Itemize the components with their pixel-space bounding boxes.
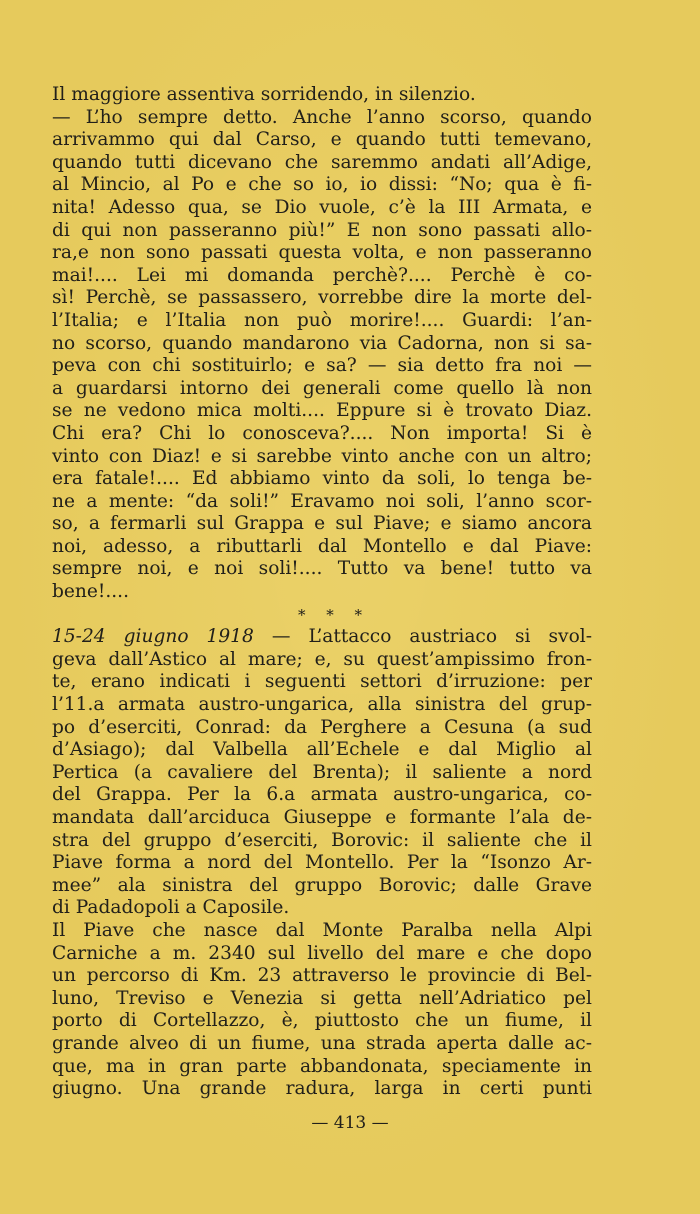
text-line: bene!....	[52, 581, 129, 603]
text-line: al Mincio, al Po e che so io, io dissi: “No; qua è fi-	[52, 174, 592, 196]
text-line: era fatale!.... Ed abbiamo vinto da soli, lo tenga be-	[52, 468, 592, 490]
text-line: peva con chi sostituirlo; e sa? — sia detto fra noi —	[52, 355, 592, 377]
entry-date: 15-24 giugno 1918	[52, 626, 254, 648]
text-line: te, erano indicati i seguenti settori d’irruzione: per	[52, 671, 592, 693]
text-line: se ne vedono mica molti.... Eppure si è trovato Diaz.	[52, 400, 592, 422]
text-line: so, a fermarli sul Grappa e sul Piave; e siamo ancora	[52, 513, 592, 535]
text-line: Il maggiore assentiva sorridendo, in silenzio.	[52, 84, 476, 105]
text-line: mandata dall’arciduca Giuseppe e formante l’ala de-	[52, 807, 592, 828]
text-line: ra,e non sono passati questa volta, e non passeranno	[52, 242, 592, 264]
text-line: del Grappa. Per la 6.a armata austro-ungarica, co-	[52, 784, 592, 806]
text-line: un percorso di Km. 23 attraverso le provincie di Bel-	[52, 965, 592, 987]
entry-first-line-text: — L’attacco austriaco si svol-	[253, 626, 592, 648]
text-line: stra del gruppo d’eserciti, Borovic: il saliente che il	[52, 829, 592, 851]
text-line: giugno. Una grande radura, larga in certi punti	[52, 1078, 592, 1100]
text-line: Chi era? Chi lo conosceva?.... Non importa! Si è	[52, 422, 592, 444]
text-line: di qui non passeranno più!” E non sono passati allo-	[52, 219, 592, 241]
text-line: l’11.a armata austro-ungarica, alla sinistra del grup-	[52, 694, 592, 716]
text-line: nita! Adesso qua, se Dio vuole, c’è la III Armata, e	[52, 196, 592, 218]
text-line: vinto con Diaz! e si sarebbe vinto anche con un altro;	[52, 445, 592, 467]
text-line: mai!.... Lei mi domanda perchè?.... Perchè è co-	[52, 264, 592, 286]
text-line: l’Italia; e l’Italia non può morire!.... Guardi: l’an-	[52, 309, 592, 331]
text-line: mee” ala sinistra del gruppo Borovic; dalle Grave	[52, 874, 592, 896]
text-line: d’Asiago); dal Valbella all’Echele e dal Miglio al	[52, 739, 592, 761]
text-line: — L’ho sempre detto. Anche l’anno scorso, quando	[52, 106, 592, 128]
text-line: luno, Treviso e Venezia si getta nell’Adriatico pel	[52, 987, 592, 1009]
text-line: Carniche a m. 2340 sul livello del mare e che dopo	[52, 942, 592, 964]
text-line: no scorso, quando mandarono via Cadorna, non si sa-	[52, 332, 592, 354]
section-separator: * * *	[297, 605, 371, 624]
text-line: grande alveo di un fiume, una strada aperta dalle ac-	[52, 1032, 592, 1054]
dialogue-section	[52, 84, 592, 604]
text-line: di Padadopoli a Caposile.	[52, 897, 290, 919]
text-line: Pertica (a cavaliere del Brenta); il saliente a nord	[52, 761, 592, 783]
text-line: arrivammo qui dal Carso, e quando tutti temevano,	[52, 129, 592, 151]
page-number: — 413 —	[311, 1113, 389, 1133]
text-line: quando tutti dicevano che saremmo andati all’Adige,	[52, 151, 592, 173]
text-line: Il Piave che nasce dal Monte Paralba nella Alpi	[52, 919, 592, 941]
text-line: Piave forma a nord del Montello. Per la “Isonzo Ar-	[52, 852, 592, 874]
text-line: noi, adesso, a ributtarli dal Montello e dal Piave:	[52, 535, 592, 557]
text-line: que, ma in gran parte abbandonata, speciamente in	[52, 1055, 592, 1077]
text-line: ne a mente: “da soli!” Eravamo noi soli, l’anno scor-	[52, 490, 592, 512]
diary-entry-first-line	[52, 626, 592, 649]
text-line: porto di Cortellazzo, è, piuttosto che un fiume, il	[52, 1010, 592, 1032]
text-line: a guardarsi intorno dei generali come quello là non	[52, 377, 592, 399]
text-line: geva dall’Astico al mare; e, su quest’ampissimo fron-	[52, 648, 592, 670]
diary-entry-section	[52, 649, 592, 1101]
text-line: sì! Perchè, se passassero, vorrebbe dire la morte del-	[52, 287, 592, 309]
text-line: po d’eserciti, Conrad: da Perghere a Cesuna (a sud	[52, 716, 592, 738]
body-text	[52, 84, 592, 1101]
text-line: sempre noi, e noi soli!.... Tutto va bene! tutto va	[52, 558, 592, 580]
